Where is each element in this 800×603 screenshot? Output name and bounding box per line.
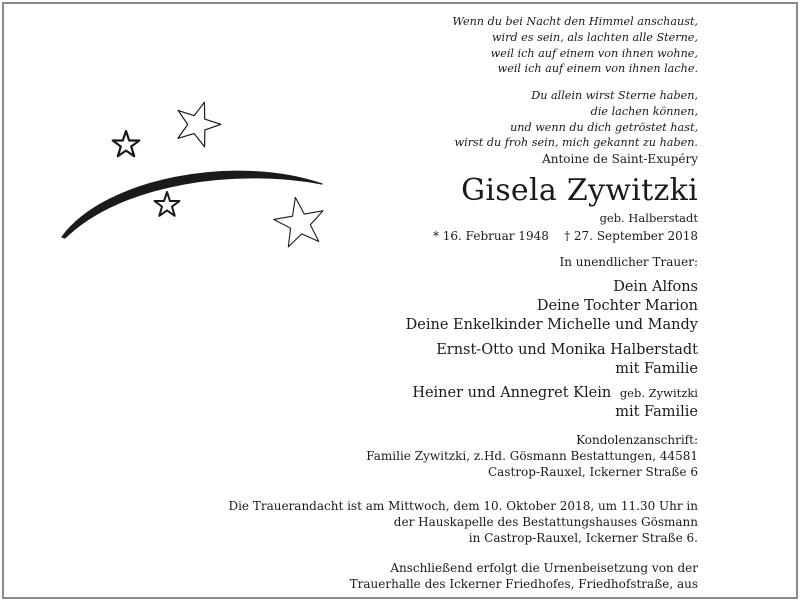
birth-name: geb. Halberstadt [599, 211, 698, 225]
star-icon [170, 95, 226, 149]
poem-author: Antoine de Saint-Exupéry [542, 152, 698, 166]
poem-line: die lachen können, [590, 104, 698, 118]
service-line: der Hauskapelle des Bestattungshauses Gösmann [393, 515, 698, 529]
funeral-service-info [228, 498, 698, 546]
condolence-address [366, 432, 698, 480]
burial-line: Anschließend erfolgt die Urnenbeisetzung von der [390, 561, 698, 575]
star-icon [155, 192, 180, 216]
service-line: Die Trauerandacht ist am Mittwoch, dem 10. Oktober 2018, um 11.30 Uhr in [228, 499, 698, 513]
poem-line: Wenn du bei Nacht den Himmel anschaust, [452, 15, 698, 28]
mourner-group-klein [412, 384, 698, 422]
poem-line: weil ich auf einem von ihnen lache. [497, 62, 698, 76]
mourner-line [412, 384, 698, 403]
poem-line: weil ich auf einem von ihnen wohne, [490, 46, 698, 60]
mourner-line: Ernst-Otto und Monika Halberstadt [436, 342, 698, 358]
star-icon [271, 193, 328, 248]
service-line: in Castrop-Rauxel, Ickerner Straße 6. [468, 531, 698, 545]
mourner-group-family [406, 278, 698, 335]
poem-line: Du allein wirst Sterne haben, [531, 89, 698, 102]
mourner-line: Dein Alfons [613, 279, 698, 295]
star-icon [113, 131, 140, 156]
mourner-birth-name: geb. Zywitzki [619, 386, 698, 400]
poem-line: und wenn du dich getröstet hast, [510, 120, 698, 134]
mourner-line: Deine Enkelkinder Michelle und Mandy [405, 317, 698, 333]
mourner-group-halberstadt [436, 341, 698, 379]
mourner-name: Heiner und Annegret Klein [412, 385, 612, 401]
mourner-line: mit Familie [615, 361, 698, 377]
obituary-notice [2, 2, 798, 599]
condolence-line: Castrop-Rauxel, Ickerner Straße 6 [488, 465, 698, 479]
condolence-label: Kondolenzanschrift: [576, 433, 698, 447]
shooting-star-swoosh-icon [62, 171, 322, 238]
mourner-line: mit Familie [615, 404, 698, 420]
poem-stanza-1 [452, 14, 698, 77]
poem-line: wird es sein, als lachten alle Sterne, [491, 30, 698, 44]
urn-burial-info [350, 560, 698, 592]
condolence-line: Familie Zywitzki, z.Hd. Gösmann Bestattungen, 44581 [366, 449, 698, 463]
burial-line: Trauerhalle des Ickerner Friedhofes, Friedhofstraße, aus [349, 577, 698, 591]
poem-line: wirst du froh sein, mich gekannt zu haben. [454, 136, 698, 150]
poem-stanza-2 [455, 88, 698, 151]
mourner-line: Deine Tochter Marion [536, 298, 698, 314]
mourners-intro: In unendlicher Trauer: [559, 255, 698, 269]
life-dates: * 16. Februar 1948 † 27. September 2018 [432, 229, 698, 243]
deceased-name: Gisela Zywitzki [461, 173, 698, 208]
